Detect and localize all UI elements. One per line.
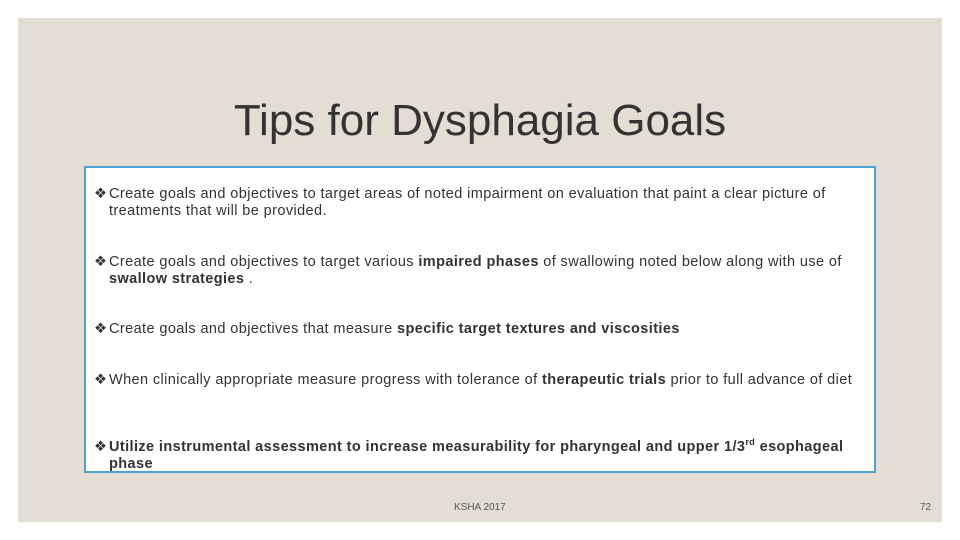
footer-text: KSHA 2017 <box>454 502 506 513</box>
bullet-item <box>94 254 874 288</box>
slide <box>18 18 942 522</box>
bullet-item <box>94 186 874 220</box>
bullet-text: When clinically appropriate measure progress with tolerance of therapeutic trials prior to full advance of diet <box>109 372 853 388</box>
bullet-item <box>94 372 874 389</box>
bullet-item <box>94 321 874 338</box>
bullet-text: Create goals and objectives to target areas of noted impairment on evaluation that paint a clear picture of treatments that will be provided. <box>109 186 826 219</box>
bullet-item <box>94 439 874 473</box>
page-number: 72 <box>920 502 932 513</box>
content-box <box>84 166 876 473</box>
slide-title: Tips for Dysphagia Goals <box>233 96 727 145</box>
diamond-bullet-icon: ❖ <box>94 321 108 337</box>
diamond-bullet-icon: ❖ <box>94 186 108 202</box>
diamond-bullet-icon: ❖ <box>94 439 108 455</box>
bullet-text: Create goals and objectives that measure specific target textures and viscosities <box>109 321 680 337</box>
bullet-text: Create goals and objectives to target various impaired phases of swallowing noted below along with use of swallow strategies . <box>109 254 842 287</box>
diamond-bullet-icon: ❖ <box>94 372 108 388</box>
bullet-text: Utilize instrumental assessment to increase measurability for pharyngeal and upper 1/3rd esophageal phase <box>109 437 844 472</box>
diamond-bullet-icon: ❖ <box>94 254 108 270</box>
